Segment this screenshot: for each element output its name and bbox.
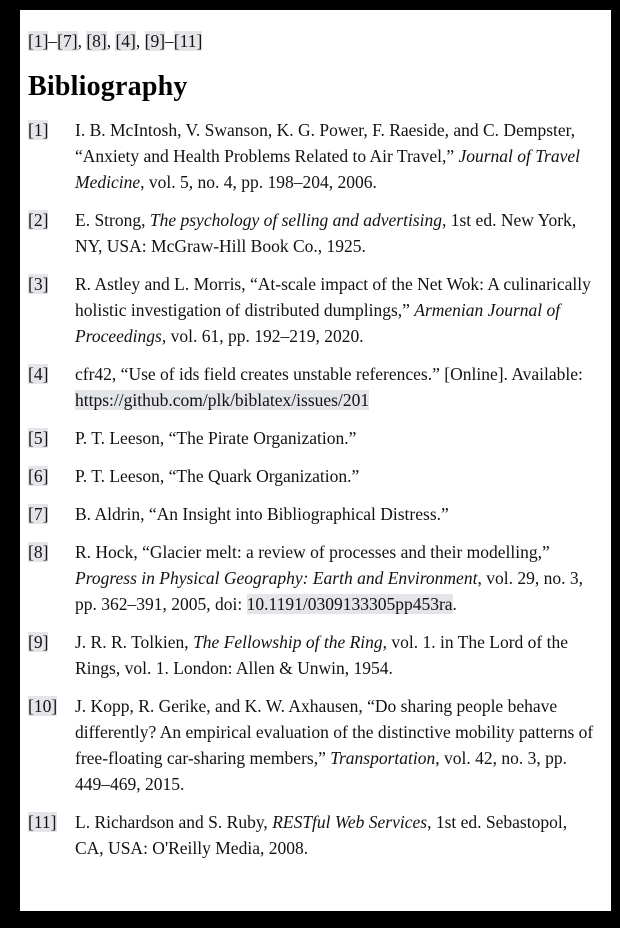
ref-text-segment: ,	[106, 31, 116, 51]
reference-item	[28, 693, 595, 797]
reference-label-link[interactable]: [1]	[28, 120, 49, 140]
reference-label-column	[28, 693, 57, 719]
ref-text-segment: R. Astley and L. Morris, “At-scale impact of the Net Wok: A culinarically holistic investigation of distributed dumplings,”	[75, 274, 591, 320]
ref-title-italic: The psychology of selling and advertising	[149, 210, 442, 230]
reference-text	[75, 428, 356, 448]
ref-text-segment: ,	[77, 31, 87, 51]
bibliography-page	[20, 10, 611, 911]
citation-ref-link[interactable]: [11]	[173, 31, 203, 51]
reference-label-link[interactable]: [6]	[28, 466, 49, 486]
ref-text-segment: .	[452, 594, 457, 614]
ref-text-segment: P. T. Leeson, “The Quark Organization.”	[75, 466, 360, 486]
ref-text-segment: B. Aldrin, “An Insight into Bibliographical Distress.”	[75, 504, 449, 524]
reference-label-column	[28, 425, 48, 451]
reference-item	[28, 463, 595, 489]
ref-text-segment: P. T. Leeson, “The Pirate Organization.”	[75, 428, 357, 448]
reference-label-link[interactable]: [11]	[28, 812, 57, 832]
ref-title-italic: Transportation	[330, 748, 436, 768]
reference-text	[75, 210, 576, 256]
ref-text-segment: , vol. 42, no. 3, pp. 449–469, 2015.	[75, 748, 568, 794]
ref-text-segment: E. Strong,	[75, 210, 150, 230]
reference-label-column	[28, 117, 48, 143]
reference-label-link[interactable]: [5]	[28, 428, 49, 448]
ref-text-segment: cfr42, “Use of ids field creates unstable references.” [Online]. Available:	[75, 364, 583, 384]
reference-item	[28, 425, 595, 451]
reference-text	[75, 504, 449, 524]
bibliography-heading: Bibliography	[28, 71, 188, 102]
reference-label-link[interactable]: [3]	[28, 274, 49, 294]
reference-text	[75, 812, 567, 858]
reference-url-link[interactable]: https://github.com/plk/biblatex/issues/201	[75, 390, 370, 410]
reference-label-column	[28, 501, 48, 527]
ref-text-segment: , vol. 5, no. 4, pp. 198–204, 2006.	[140, 172, 377, 192]
reference-text	[75, 696, 593, 794]
reference-url-link[interactable]: 10.1191/0309133305pp453ra	[246, 594, 453, 614]
ref-text-segment: , vol. 61, pp. 192–219, 2020.	[161, 326, 364, 346]
citation-ref-link[interactable]: [1]	[28, 31, 49, 51]
reference-item	[28, 271, 595, 349]
reference-label-column	[28, 629, 48, 655]
reference-item	[28, 501, 595, 527]
reference-text	[75, 466, 359, 486]
reference-item	[28, 361, 595, 413]
reference-text	[75, 632, 568, 678]
citation-ref-link[interactable]: [9]	[144, 31, 166, 51]
citation-line	[28, 28, 595, 54]
reference-label-link[interactable]: [2]	[28, 210, 49, 230]
reference-label-link[interactable]: [10]	[28, 696, 58, 716]
ref-text-segment: , vol. 29, no. 3, pp. 362–391, 2005, doi:	[75, 568, 583, 614]
citation-ref-link[interactable]: [7]	[57, 31, 78, 51]
reference-label-column	[28, 539, 48, 565]
reference-label-column	[28, 463, 48, 489]
reference-item	[28, 207, 595, 259]
ref-text-segment: I. B. McIntosh, V. Swanson, K. G. Power, F. Raeside, and C. Dempster, “Anxiety and Health Problems Related to Air Travel,”	[75, 120, 576, 166]
reference-text	[75, 120, 580, 192]
reference-text	[75, 364, 583, 410]
ref-title-italic: Progress in Physical Geography: Earth and Environment	[75, 568, 478, 588]
reference-list	[28, 117, 595, 861]
ref-title-italic: RESTful Web Services	[272, 812, 428, 832]
ref-text-segment: J. Kopp, R. Gerike, and K. W. Axhausen, “Do sharing people behave differently? An empirical evaluation of the distinctive mobility patterns of free-floating car-sharing members,”	[75, 696, 594, 768]
reference-label-column	[28, 809, 57, 835]
reference-label-link[interactable]: [7]	[28, 504, 49, 524]
citation-ref-link[interactable]: [4]	[115, 31, 136, 51]
ref-title-italic: Journal of Travel Medicine	[75, 146, 581, 192]
reference-text	[75, 542, 583, 614]
ref-text-segment: –	[165, 31, 174, 51]
reference-item	[28, 629, 595, 681]
reference-label-link[interactable]: [9]	[28, 632, 49, 652]
reference-label-link[interactable]: [4]	[28, 364, 49, 384]
reference-item	[28, 809, 595, 861]
ref-text-segment: –	[48, 31, 58, 51]
reference-item	[28, 539, 595, 617]
ref-text-segment: , 1st ed. Sebastopol, CA, USA: O'Reilly Media, 2008.	[75, 812, 568, 858]
reference-label-column	[28, 271, 48, 297]
reference-label-column	[28, 361, 48, 387]
citation-ref-link[interactable]: [8]	[86, 31, 107, 51]
reference-item	[28, 117, 595, 195]
reference-label-link[interactable]: [8]	[28, 542, 49, 562]
ref-text-segment: J. R. R. Tolkien,	[75, 632, 194, 652]
ref-text-segment: ,	[135, 31, 145, 51]
reference-text	[75, 274, 591, 346]
ref-text-segment: , vol. 1. in The Lord of the Rings, vol. 1. London: Allen & Unwin, 1954.	[75, 632, 568, 678]
ref-title-italic: The Fellowship of the Ring	[193, 632, 383, 652]
ref-title-italic: Armenian Journal of Proceedings	[75, 300, 561, 346]
ref-text-segment: R. Hock, “Glacier melt: a review of processes and their modelling,”	[75, 542, 550, 562]
ref-text-segment: , 1st ed. New York, NY, USA: McGraw-Hill Book Co., 1925.	[75, 210, 577, 256]
ref-text-segment: L. Richardson and S. Ruby,	[75, 812, 273, 832]
reference-label-column	[28, 207, 48, 233]
